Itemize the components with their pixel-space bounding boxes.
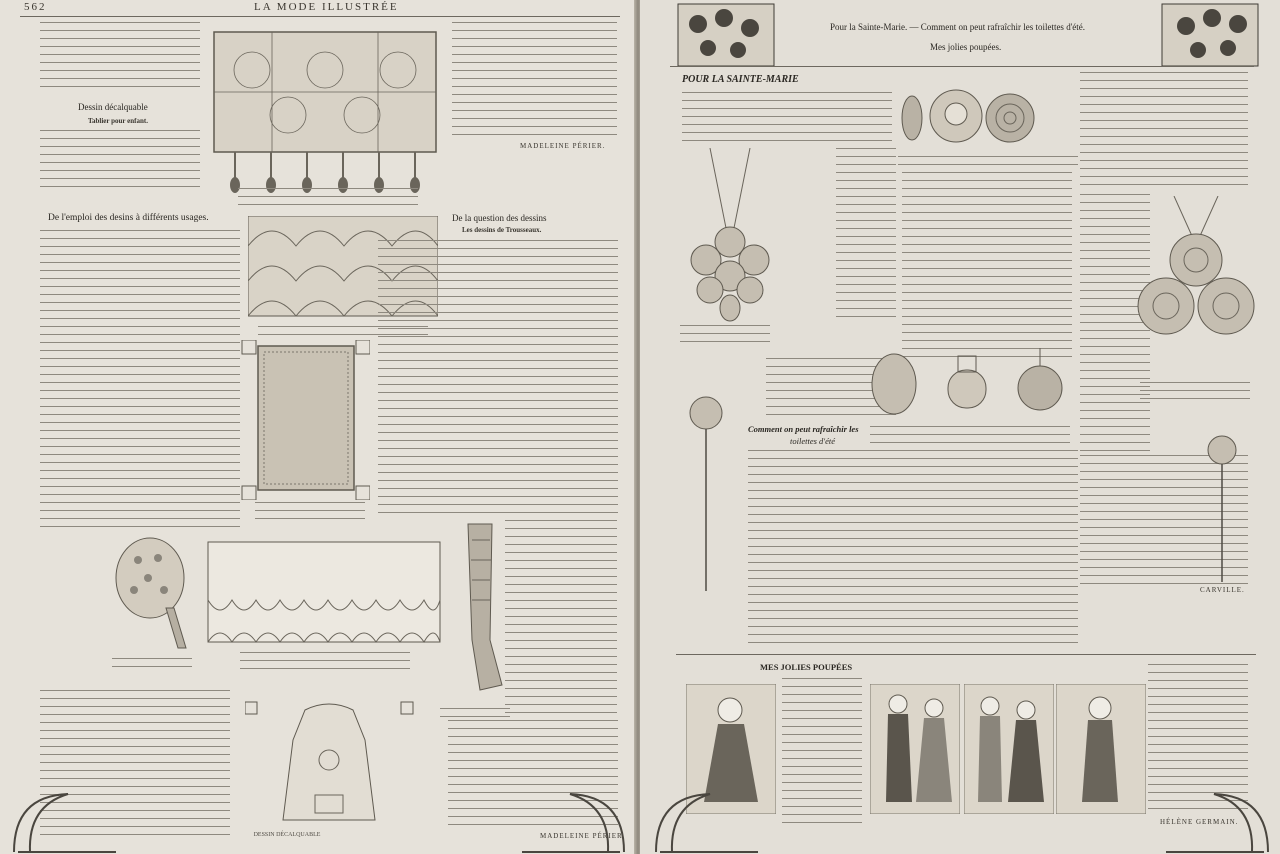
text-block xyxy=(40,130,200,188)
dolls-pair-illustration xyxy=(964,684,1054,814)
banner-rule xyxy=(670,66,1254,67)
illustration-caption xyxy=(898,156,1078,166)
illustration-caption xyxy=(240,652,410,670)
right-page xyxy=(640,0,1280,854)
illustration-caption xyxy=(255,502,365,526)
text-block xyxy=(836,148,896,318)
article-title-trousseaux: De la question des dessins xyxy=(452,213,547,223)
lace-valance-illustration xyxy=(212,30,442,210)
text-block xyxy=(902,172,1072,362)
header-rule xyxy=(20,16,620,17)
article-title-decalquable: Dessin décalquable xyxy=(78,102,148,112)
decalquable-caption: DESSIN DÉCALQUABLE xyxy=(253,832,321,838)
text-block xyxy=(782,678,862,828)
embroidered-flounce-illustration xyxy=(206,540,442,650)
illustration-caption xyxy=(1140,382,1250,400)
stocking-illustration xyxy=(450,520,510,710)
text-block xyxy=(40,22,200,92)
running-title: LA MODE ILLUSTRÉE xyxy=(254,1,399,13)
child-apron-illustration xyxy=(245,700,415,830)
illustration-caption xyxy=(870,426,1070,448)
text-block xyxy=(378,240,618,520)
article-title-rafraichir-line2: toilettes d'été xyxy=(790,436,836,446)
clover-pendant-illustration xyxy=(1134,196,1258,366)
illustration-caption xyxy=(238,188,418,212)
corner-ornament xyxy=(520,786,630,854)
corner-ornament xyxy=(1164,786,1274,854)
locket-medallions-illustration xyxy=(898,82,1038,154)
banner-subtitle: Mes jolies poupées. xyxy=(930,42,1002,52)
illustration-caption xyxy=(440,708,510,720)
signature: MADELEINE PÉRIER xyxy=(540,832,623,840)
article-title-rafraichir: Comment on peut rafraîchir les xyxy=(748,424,859,434)
text-block xyxy=(40,230,240,530)
jewelry-row-illustration xyxy=(864,344,1074,424)
article-title-emploi: De l'emploi des desins à différents usages. xyxy=(48,213,209,223)
left-page xyxy=(0,0,636,854)
doll-illustration xyxy=(1056,684,1146,814)
baby-bonnet-illustration xyxy=(108,530,198,655)
dolls-pair-illustration xyxy=(870,684,960,814)
section-rule xyxy=(676,654,1256,655)
page-number: 562 xyxy=(24,1,47,13)
signature: HÉLÈNE GERMAIN. xyxy=(1160,818,1239,826)
banner-title: Pour la Sainte-Marie. — Comment on peut rafraîchir les toilettes d'été. xyxy=(830,22,1086,32)
illustration-caption xyxy=(112,658,192,672)
illustration-caption xyxy=(680,325,770,343)
signature: MADELEINE PÉRIER. xyxy=(520,142,606,150)
text-block xyxy=(748,450,1078,650)
book-cover-illustration xyxy=(240,340,370,500)
article-subtitle-decalquable: Tablier pour enfant. xyxy=(88,117,148,125)
text-block xyxy=(505,520,617,720)
article-subtitle-trousseaux: Les dessins de Trousseaux. xyxy=(462,226,542,234)
filigree-pendant-illustration xyxy=(680,148,780,323)
hat-pins-illustration xyxy=(676,395,746,595)
corner-ornament xyxy=(650,786,760,854)
corner-ornament xyxy=(8,786,118,854)
text-block xyxy=(682,92,892,142)
text-block xyxy=(452,22,617,140)
article-title-poupees: MES JOLIES POUPÉES xyxy=(760,662,853,672)
article-title-sainte-marie: POUR LA SAINTE-MARIE xyxy=(682,74,799,85)
signature: CARVILLE. xyxy=(1200,586,1245,594)
fruit-garland-ornament xyxy=(676,2,776,68)
fruit-garland-ornament xyxy=(1160,2,1260,68)
hat-pin-illustration xyxy=(1204,434,1244,584)
text-block xyxy=(1080,72,1248,190)
